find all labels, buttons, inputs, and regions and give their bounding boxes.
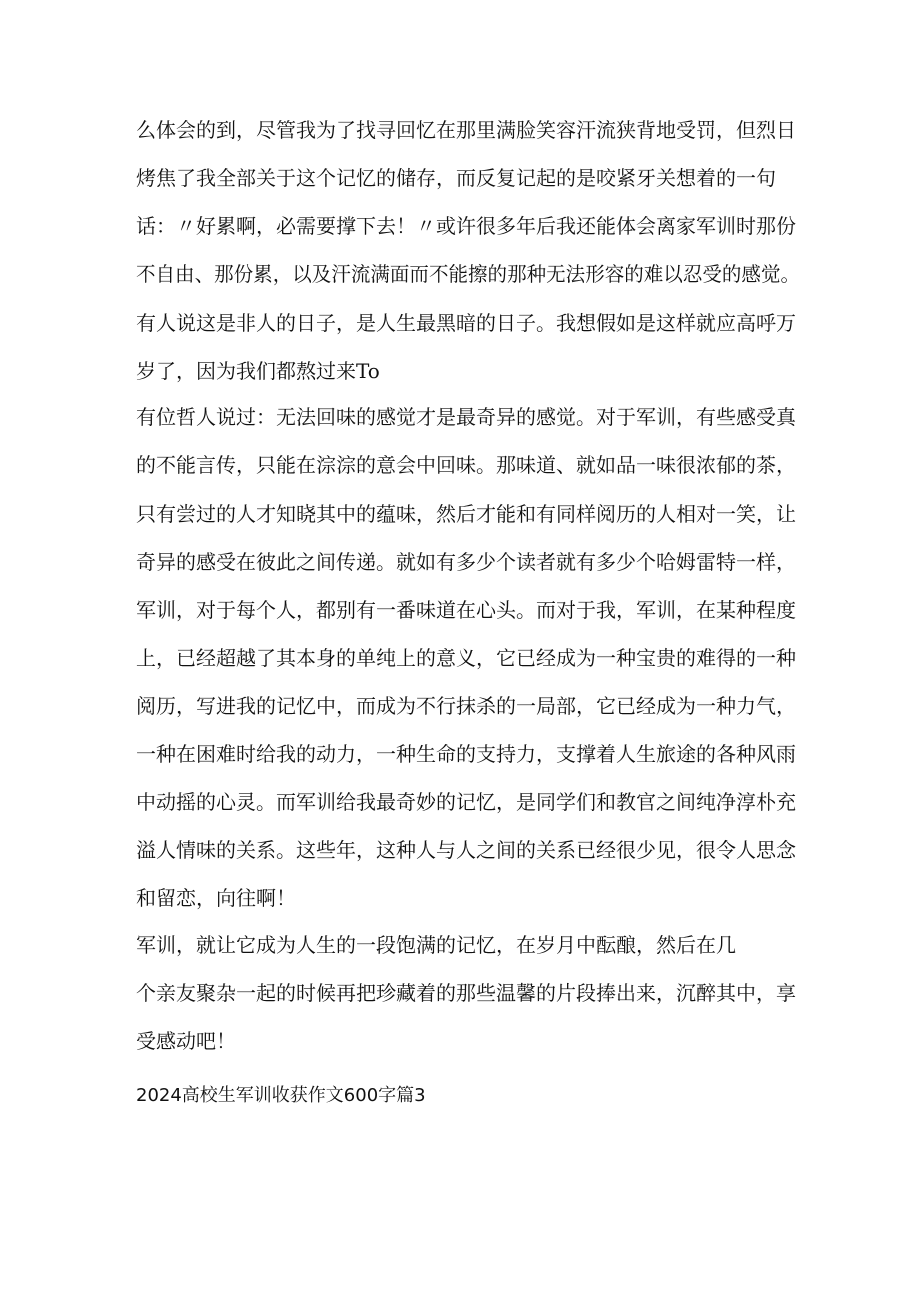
paragraph-1-line-2: 烤焦了我全部关于这个记忆的储存，而反复记起的是咬紧牙关想着的一句 [136, 166, 776, 190]
paragraph-3-line-2: 个亲友聚杂一起的时候再把珍藏着的那些温馨的片段捧出来，沉醉其中，享 [136, 981, 796, 1005]
paragraph-2-line-4: 奇异的感受在彼此之间传递。就如有多少个读者就有多少个哈姆雷特一样， [136, 550, 796, 574]
paragraph-3-line-1: 军训，就让它成为人生的一段饱满的记忆，在岁月中酝酿，然后在几 [136, 933, 736, 957]
paragraph-2-line-5: 军训，对于每个人，都别有一番味道在心头。而对于我，军训，在某种程度 [136, 598, 796, 622]
paragraph-3-line-3: 受感动吧！ [136, 1029, 236, 1053]
paragraph-2-line-2: 的不能言传，只能在淙淙的意会中回味。那味道、就如品一味很浓郁的茶， [136, 453, 796, 477]
paragraph-1-line-5: 有人说这是非人的日子，是人生最黑暗的日子。我想假如是这样就应高呼万 [136, 311, 796, 335]
paragraph-2-line-6: 上，已经超越了其本身的单纯上的意义，它已经成为一种宝贵的难得的一种 [136, 646, 796, 670]
paragraph-1-line-6: 岁了，因为我们都熬过来To [136, 359, 380, 383]
paragraph-2-line-11: 和留恋，向往啊！ [136, 886, 296, 910]
paragraph-1-line-1: 么体会的到，尽管我为了找寻回忆在那里满脸笑容汗流狭背地受罚，但烈日 [136, 118, 796, 142]
section-heading: 2024高校生军训收获作文600字篇3 [136, 1085, 426, 1106]
paragraph-1-line-4: 不自由、那份累，以及汗流满面而不能擦的那种无法形容的难以忍受的感觉。 [136, 262, 801, 286]
paragraph-2-line-7: 阅历，写进我的记忆中，而成为不行抹杀的一局部，它已经成为一种力气， [136, 694, 796, 718]
paragraph-2-line-3: 只有尝过的人才知晓其中的蕴味，然后才能和有同样阅历的人相对一笑，让 [136, 502, 796, 526]
paragraph-2-line-8: 一种在困难时给我的动力，一种生命的支持力，支撑着人生旅途的各种风雨 [136, 742, 796, 766]
paragraph-2-line-9: 中动摇的心灵。而军训给我最奇妙的记忆，是同学们和教官之间纯净淳朴充 [136, 790, 796, 814]
paragraph-1-line-3: 话：〃好累啊，必需要撑下去！〃或许很多年后我还能体会离家军训时那份 [136, 214, 796, 238]
paragraph-2-line-1: 有位哲人说过：无法回味的感觉才是最奇异的感觉。对于军训，有些感受真 [136, 405, 796, 429]
paragraph-2-line-10: 溢人情味的关系。这些年，这种人与人之间的关系已经很少见，很令人思念 [136, 838, 796, 862]
